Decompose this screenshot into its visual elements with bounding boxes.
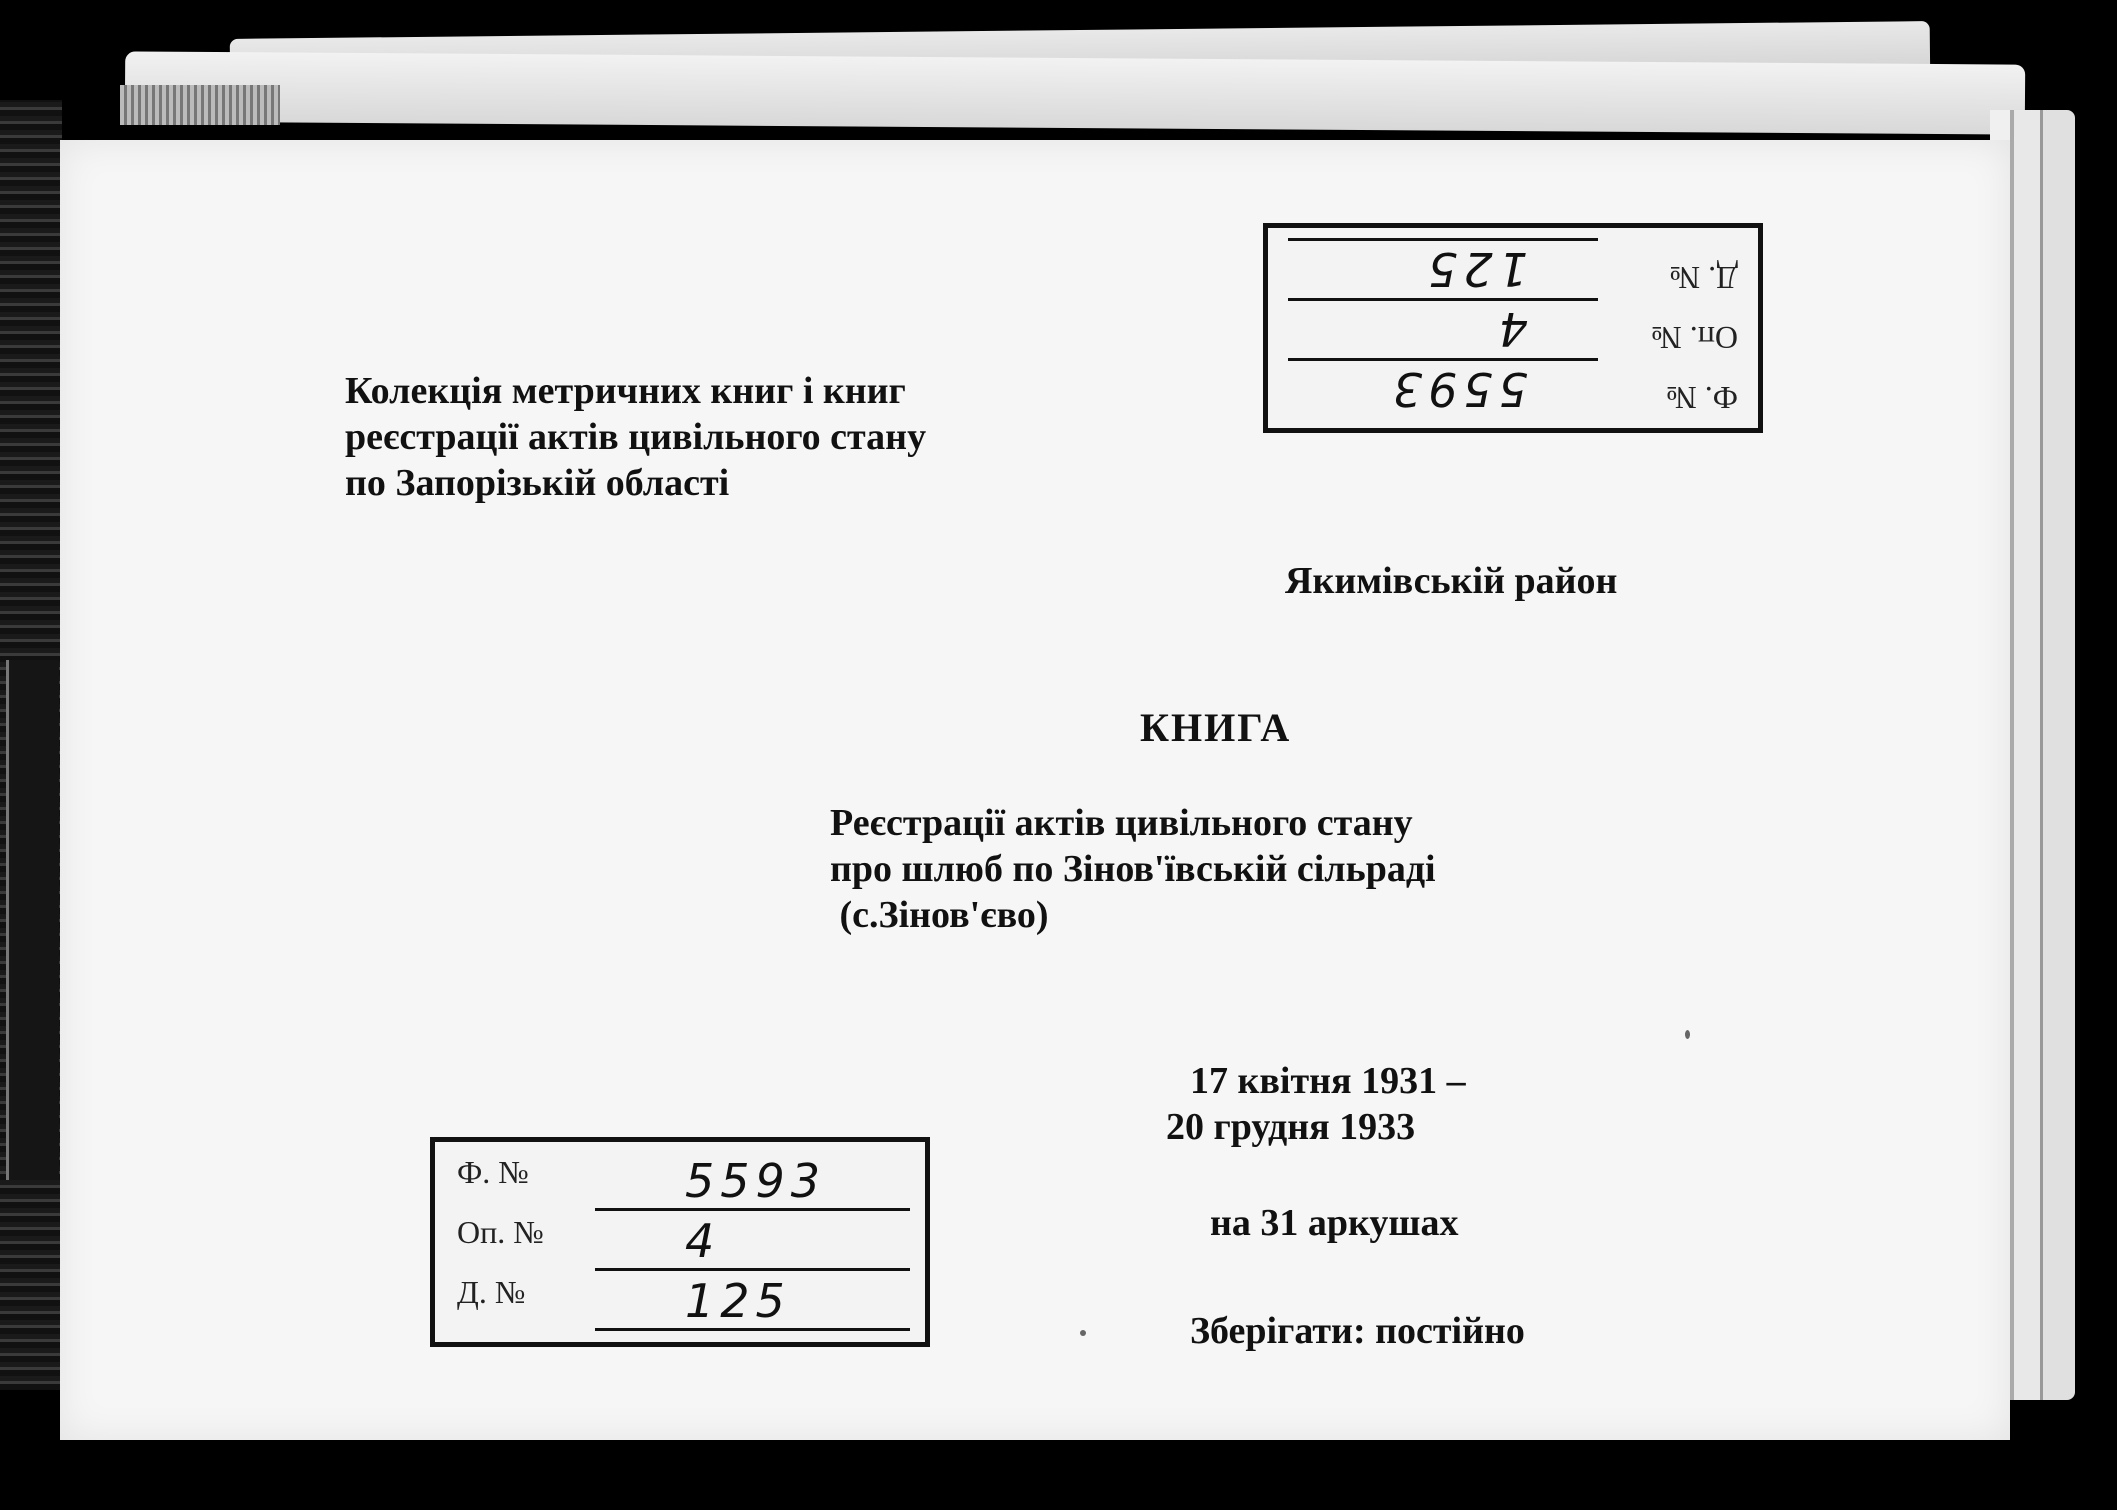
stamp-line — [1288, 298, 1598, 301]
stamp-label: Оп. № — [1651, 320, 1738, 356]
subject-line: (с.Зінов'єво) — [830, 894, 1049, 936]
stamp-value: 5593 — [685, 1154, 827, 1208]
book-subject — [830, 800, 1436, 938]
district-name: Якимівській район — [1285, 560, 1618, 602]
stamp-line — [595, 1268, 910, 1271]
collection-heading — [345, 368, 926, 506]
collection-line: по Запорізькій області — [345, 462, 730, 504]
collection-line: реєстрації актів цивільного стану — [345, 416, 927, 458]
stamp-line — [595, 1328, 910, 1331]
paper-speck — [1685, 1030, 1690, 1039]
binding-spine — [0, 100, 62, 1390]
stamp-label: Ф. № — [457, 1154, 529, 1190]
binding-thread — [120, 85, 280, 125]
date-to: 20 грудня 1933 — [1166, 1106, 1416, 1148]
archive-stamp-mirrored — [1263, 223, 1763, 433]
stamp-row-sprava — [435, 1274, 925, 1334]
stamp-value: 5593 — [1386, 362, 1528, 416]
archive-stamp — [430, 1137, 930, 1347]
date-from: 17 квітня 1931 – — [1190, 1060, 1466, 1102]
collection-line: Колекція метричних книг і книг — [345, 370, 906, 412]
book-title: КНИГА — [1140, 705, 1292, 750]
paper-speck — [1080, 1330, 1086, 1336]
sheet-count: на 31 аркушах — [1210, 1202, 1459, 1244]
storage-term: Зберігати: постійно — [1190, 1310, 1525, 1352]
stamp-row-opys — [435, 1214, 925, 1274]
stamp-row-fond — [1268, 356, 1758, 416]
stamp-value: 125 — [1422, 242, 1528, 296]
subject-line: про шлюб по Зінов'ївській сільраді — [830, 848, 1436, 890]
stamp-row-opys — [1268, 296, 1758, 356]
folder-strip — [125, 51, 2025, 134]
subject-line: Реєстрації актів цивільного стану — [830, 802, 1413, 844]
stamp-line — [595, 1208, 910, 1211]
spine-label — [6, 660, 59, 1180]
cover-page — [60, 140, 2010, 1440]
stamp-value: 125 — [685, 1274, 791, 1328]
stamp-row-fond — [435, 1154, 925, 1214]
stamp-label: Д. № — [457, 1274, 526, 1310]
date-range — [1166, 1058, 1466, 1150]
stamp-row-sprava — [1268, 236, 1758, 296]
stamp-line — [1288, 358, 1598, 361]
stamp-value: 4 — [685, 1214, 721, 1268]
stamp-value: 4 — [1492, 302, 1528, 356]
stamp-label: Оп. № — [457, 1214, 544, 1250]
stamp-line — [1288, 238, 1598, 241]
stamp-label: Д. № — [1669, 260, 1738, 296]
stamp-label: Ф. № — [1666, 380, 1738, 416]
